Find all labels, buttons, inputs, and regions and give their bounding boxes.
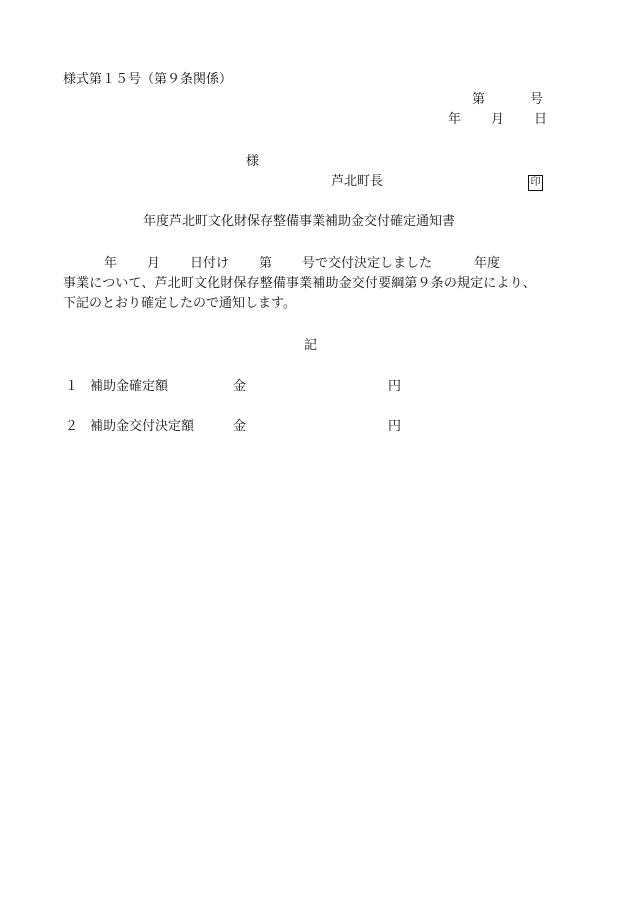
- body-year: 年: [104, 256, 118, 271]
- item-1-label: 補助金確定額: [90, 379, 169, 394]
- item-2-yen: 円: [388, 419, 402, 434]
- addressee-honorific: 様: [246, 154, 260, 169]
- ki-heading: 記: [304, 338, 318, 353]
- item-2-number: ２: [65, 419, 79, 434]
- body-line-3: 下記のとおり確定したので通知します。: [63, 296, 296, 311]
- seal-mark: 印: [528, 175, 543, 191]
- item-1-yen: 円: [388, 379, 402, 394]
- body-month: 月: [147, 256, 161, 271]
- document-title: 年度芦北町文化財保存整備事業補助金交付確定通知書: [143, 214, 456, 229]
- body-nendo: 年度: [474, 256, 501, 271]
- body-day: 日付け: [190, 256, 230, 271]
- body-line-2: 事業について、芦北町文化財保存整備事業補助金交付要綱第９条の規定により、: [63, 276, 536, 291]
- date-year: 年: [448, 112, 462, 127]
- item-1-number: １: [65, 379, 79, 394]
- form-label: 様式第１５号（第９条関係）: [63, 72, 233, 87]
- date-month: 月: [491, 112, 505, 127]
- body-dai: 第: [259, 256, 273, 271]
- item-2-kin: 金: [233, 419, 247, 434]
- doc-number-prefix: 第: [472, 92, 486, 107]
- date-day: 日: [534, 112, 548, 127]
- doc-number-suffix: 号: [530, 92, 544, 107]
- sender-title: 芦北町長: [331, 174, 384, 189]
- body-go-text: 号で交付決定しました: [302, 256, 433, 271]
- item-2-label: 補助金交付決定額: [90, 419, 195, 434]
- item-1-kin: 金: [233, 379, 247, 394]
